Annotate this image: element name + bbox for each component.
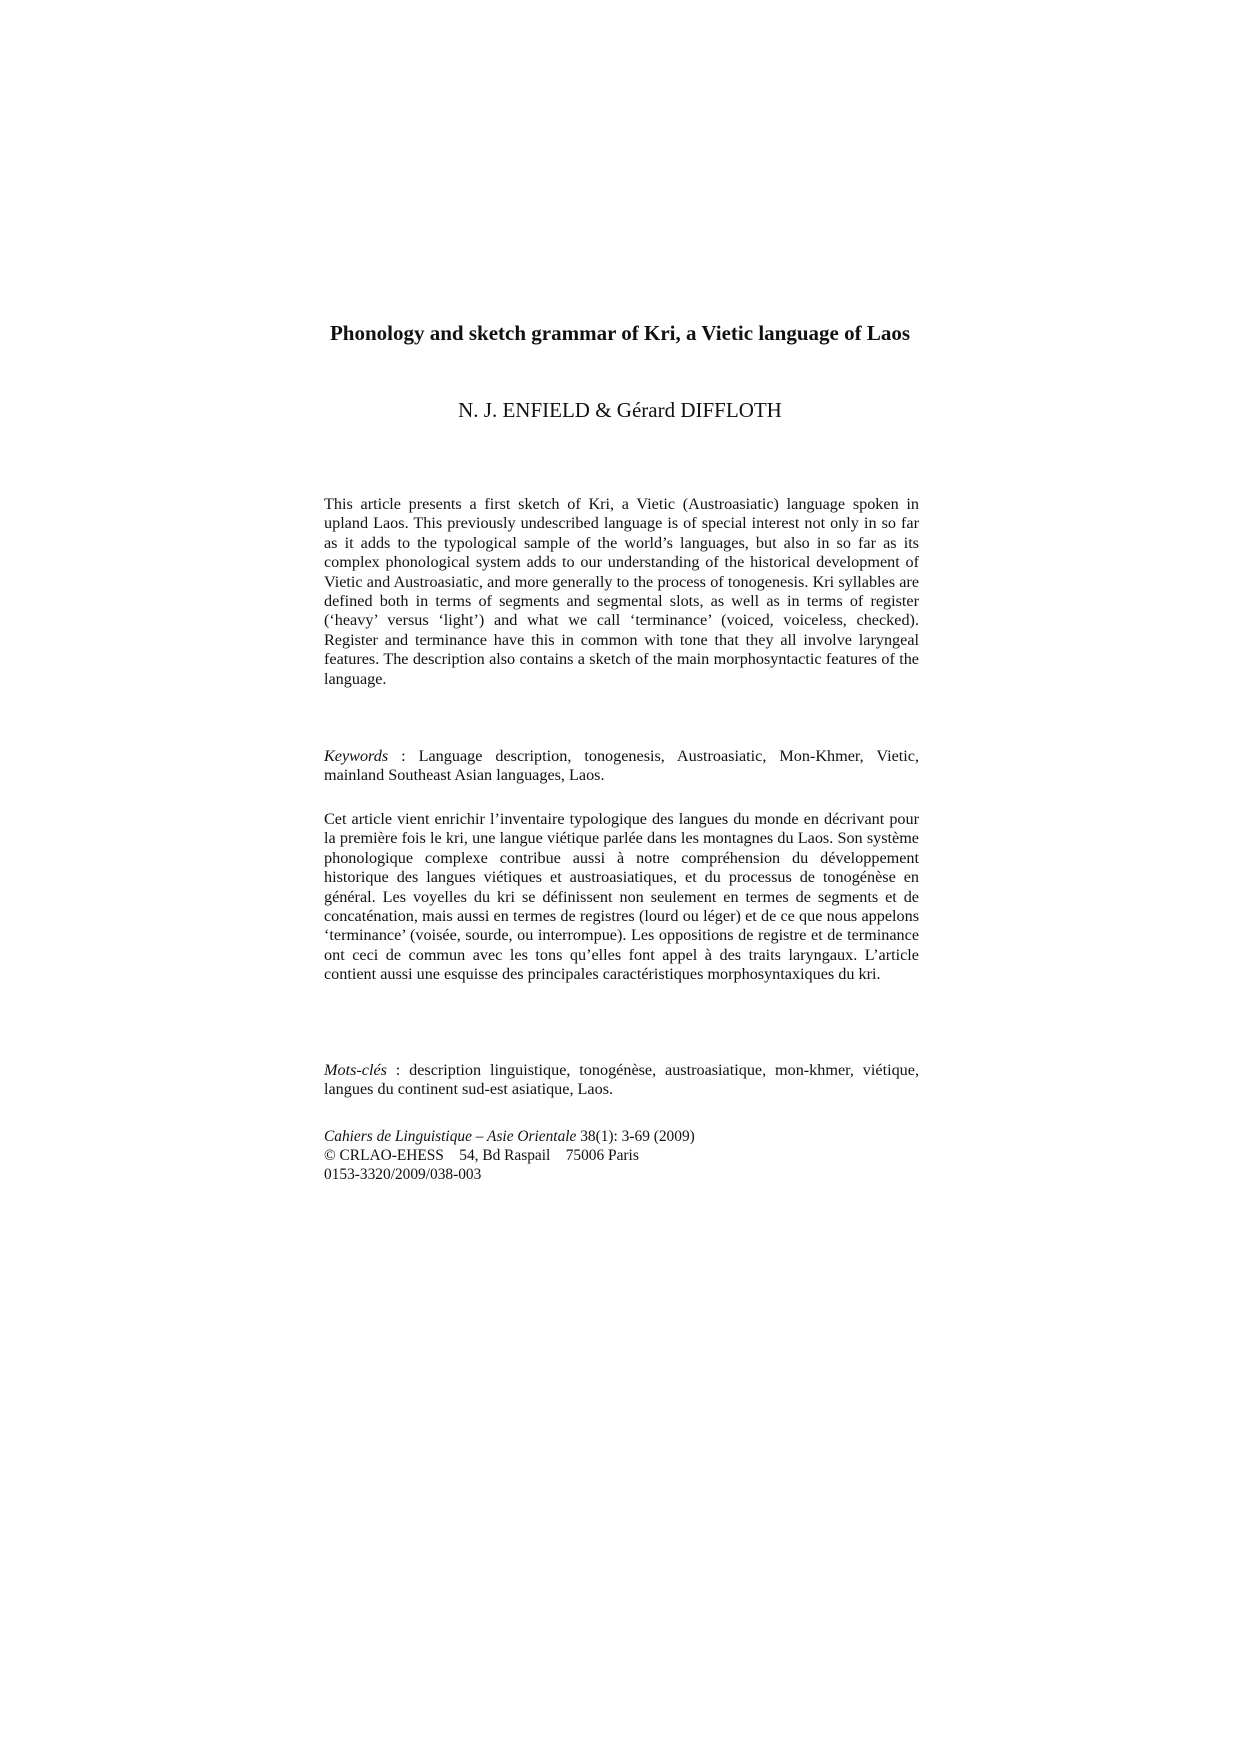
journal-citation	[324, 1127, 919, 1146]
publication-footer	[324, 1127, 919, 1184]
keywords-separator: :	[388, 747, 419, 765]
mots-cles-list: description linguistique, tonogénèse, austroasiatique, mon-khmer, viétique, langues du continent sud-est asiatique, Laos.	[324, 1061, 919, 1099]
article-authors: N. J. ENFIELD & Gérard DIFFLOTH	[458, 398, 782, 422]
article-code: 0153-3320/2009/038-003	[324, 1166, 482, 1183]
article-title: Phonology and sketch grammar of Kri, a Vietic language of Laos	[329, 321, 911, 345]
keywords-english	[324, 747, 919, 786]
mots-cles-separator: :	[386, 1061, 410, 1079]
abstract-french: Cet article vient enrichir l’inventaire typologique des langues du monde en décrivant pour la première fois le kri, une langue viétique parlée dans les montagnes du Laos. Son système phonologique complexe contribue aussi à notre compréhension du développement historique des langues viétiques et austroasiatiques, et du processus de tonogénèse en général. Les voyelles du kri se définissent non seulement en termes de segments et de concaténation, mais aussi en termes de registres (lourd ou léger) et de ce que nous appelons ‘terminance’ (voisée, sourde, ou interrompue). Les oppositions de registre et de terminance ont ceci de commun avec les tons qu’elles font appel à des traits laryngaux. L’article contient aussi une esquisse des principales caractéristiques morphosyntaxiques du kri.	[324, 810, 919, 984]
journal-name: Cahiers de Linguistique – Asie Orientale	[324, 1128, 577, 1145]
publisher-line: © CRLAO-EHESS 54, Bd Raspail 75006 Paris	[324, 1147, 639, 1164]
abstract-english: This article presents a first sketch of Kri, a Vietic (Austroasiatic) language spoken in upland Laos. This previously undescribed language is of special interest not only in so far as it adds to the typological sample of the world’s languages, but also in so far as its complex phonological system adds to our understanding of the historical development of Vietic and Austroasiatic, and more generally to the process of tonogenesis. Kri syllables are defined both in terms of segments and segmental slots, as well as in terms of register (‘heavy’ versus ‘light’) and what we call ‘terminance’ (voiced, voiceless, checked). Register and terminance have this in common with tone that they all involve laryngeal features. The description also contains a sketch of the main morphosyntactic features of the language.	[324, 495, 919, 688]
keywords-french	[324, 1061, 919, 1100]
mots-cles-label: Mots-clés	[324, 1061, 387, 1079]
keywords-list: Language description, tonogenesis, Austroasiatic, Mon-Khmer, Vietic, mainland Southeast Asian languages, Laos.	[324, 747, 919, 785]
journal-reference: 38(1): 3-69 (2009)	[576, 1128, 695, 1145]
keywords-label: Keywords	[324, 747, 389, 765]
